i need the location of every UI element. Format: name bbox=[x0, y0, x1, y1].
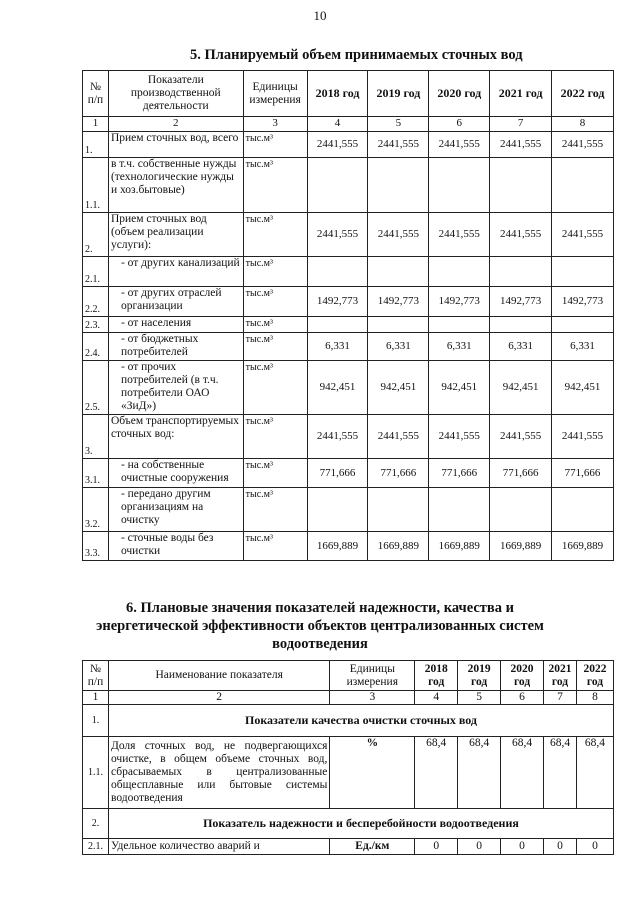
value-cell: 68,4 bbox=[544, 737, 577, 809]
header-year: 2022 год bbox=[576, 661, 613, 691]
row-num: 3.1. bbox=[83, 459, 109, 488]
row-label: - от других отраслей организации bbox=[108, 287, 243, 317]
column-index-row bbox=[83, 691, 614, 705]
table-row bbox=[83, 213, 614, 257]
group-num: 2. bbox=[83, 809, 109, 839]
header-year: 2018 год bbox=[307, 71, 368, 117]
row-label: Доля сточных вод, не подвергающихся очистке, в общем объеме сточных вод, сбрасываемых в централизованные общесплавные или бытовые системы водоотведения bbox=[108, 737, 329, 809]
table-header-row bbox=[83, 71, 614, 117]
row-label: - от населения bbox=[108, 317, 243, 333]
table-row bbox=[83, 488, 614, 532]
value-cell bbox=[307, 317, 368, 333]
header-year: 2018 год bbox=[415, 661, 458, 691]
table-row bbox=[83, 361, 614, 415]
table-row bbox=[83, 737, 614, 809]
row-num: 2.1. bbox=[83, 257, 109, 287]
page-number: 10 bbox=[313, 8, 327, 23]
header-year: 2020 год bbox=[429, 71, 490, 117]
row-num: 3.2. bbox=[83, 488, 109, 532]
indicators-table bbox=[82, 660, 614, 855]
value-cell: 2441,555 bbox=[368, 213, 429, 257]
value-cell: 1669,889 bbox=[552, 532, 614, 561]
header-year: 2021 год bbox=[544, 661, 577, 691]
row-unit: тыс.м³ bbox=[243, 158, 307, 213]
header-year: 2019 год bbox=[368, 71, 429, 117]
row-unit: тыс.м³ bbox=[243, 532, 307, 561]
wastewater-volume-table bbox=[82, 70, 614, 561]
row-unit: тыс.м³ bbox=[243, 459, 307, 488]
value-cell: 2441,555 bbox=[490, 132, 552, 158]
value-cell bbox=[552, 317, 614, 333]
header-num: № п/п bbox=[83, 661, 109, 691]
row-label: - от других канализаций bbox=[108, 257, 243, 287]
group-title: Показатель надежности и бесперебойности водоотведения bbox=[108, 809, 613, 839]
value-cell: 2441,555 bbox=[429, 415, 490, 459]
value-cell: 942,451 bbox=[368, 361, 429, 415]
index-cell: 8 bbox=[576, 691, 613, 705]
value-cell: 771,666 bbox=[307, 459, 368, 488]
row-unit: % bbox=[330, 737, 415, 809]
row-num: 2.3. bbox=[83, 317, 109, 333]
value-cell: 942,451 bbox=[552, 361, 614, 415]
index-cell: 6 bbox=[429, 117, 490, 132]
index-cell: 8 bbox=[552, 117, 614, 132]
row-label: Удельное количество аварий и bbox=[108, 839, 329, 855]
row-unit: тыс.м³ bbox=[243, 333, 307, 361]
section-5-title: 5. Планируемый объем принимаемых сточных вод bbox=[190, 47, 523, 63]
value-cell: 2441,555 bbox=[552, 213, 614, 257]
section-6-title-line3: водоотведения bbox=[272, 636, 368, 652]
value-cell bbox=[490, 488, 552, 532]
value-cell: 1669,889 bbox=[490, 532, 552, 561]
value-cell bbox=[429, 488, 490, 532]
section-group-row bbox=[83, 705, 614, 737]
table-header-row bbox=[83, 661, 614, 691]
column-index-row bbox=[83, 117, 614, 132]
index-cell: 7 bbox=[544, 691, 577, 705]
row-label: в т.ч. собственные нужды (технологические нужды и хоз.бытовые) bbox=[108, 158, 243, 213]
index-cell: 7 bbox=[490, 117, 552, 132]
index-cell: 3 bbox=[330, 691, 415, 705]
value-cell: 6,331 bbox=[429, 333, 490, 361]
value-cell bbox=[368, 488, 429, 532]
table-row bbox=[83, 287, 614, 317]
value-cell: 68,4 bbox=[576, 737, 613, 809]
row-unit: тыс.м³ bbox=[243, 287, 307, 317]
value-cell: 68,4 bbox=[458, 737, 501, 809]
value-cell: 1492,773 bbox=[368, 287, 429, 317]
value-cell bbox=[490, 158, 552, 213]
value-cell: 0 bbox=[501, 839, 544, 855]
value-cell: 1669,889 bbox=[429, 532, 490, 561]
row-label: - сточные воды без очистки bbox=[108, 532, 243, 561]
value-cell: 1492,773 bbox=[429, 287, 490, 317]
value-cell: 771,666 bbox=[368, 459, 429, 488]
table-body bbox=[83, 132, 614, 561]
table-row bbox=[83, 532, 614, 561]
row-num: 2.1. bbox=[83, 839, 109, 855]
header-year: 2022 год bbox=[552, 71, 614, 117]
row-unit: тыс.м³ bbox=[243, 415, 307, 459]
section-6-title-line2: энергетической эффективности объектов централизованных систем bbox=[96, 618, 544, 634]
value-cell bbox=[490, 317, 552, 333]
section-group-row bbox=[83, 809, 614, 839]
row-num: 1. bbox=[83, 132, 109, 158]
value-cell bbox=[307, 488, 368, 532]
row-unit: тыс.м³ bbox=[243, 317, 307, 333]
value-cell bbox=[552, 158, 614, 213]
row-label: Объем транспортируемых сточных вод: bbox=[108, 415, 243, 459]
header-year: 2019 год bbox=[458, 661, 501, 691]
row-num: 1.1. bbox=[83, 158, 109, 213]
value-cell: 2441,555 bbox=[490, 213, 552, 257]
group-num: 1. bbox=[83, 705, 109, 737]
header-year: 2021 год bbox=[490, 71, 552, 117]
row-num: 2.2. bbox=[83, 287, 109, 317]
value-cell bbox=[307, 257, 368, 287]
row-num: 1.1. bbox=[83, 737, 109, 809]
row-unit: тыс.м³ bbox=[243, 132, 307, 158]
value-cell: 942,451 bbox=[429, 361, 490, 415]
row-label: - от бюджетных потребителей bbox=[108, 333, 243, 361]
value-cell: 6,331 bbox=[307, 333, 368, 361]
row-num: 3.3. bbox=[83, 532, 109, 561]
index-cell: 6 bbox=[501, 691, 544, 705]
row-unit: тыс.м³ bbox=[243, 361, 307, 415]
value-cell: 0 bbox=[458, 839, 501, 855]
value-cell: 2441,555 bbox=[307, 132, 368, 158]
value-cell: 1669,889 bbox=[368, 532, 429, 561]
value-cell: 0 bbox=[544, 839, 577, 855]
header-num: № п/п bbox=[83, 71, 109, 117]
row-unit: тыс.м³ bbox=[243, 257, 307, 287]
table-row bbox=[83, 158, 614, 213]
value-cell: 0 bbox=[415, 839, 458, 855]
value-cell: 2441,555 bbox=[552, 132, 614, 158]
value-cell: 2441,555 bbox=[490, 415, 552, 459]
value-cell: 6,331 bbox=[490, 333, 552, 361]
index-cell: 4 bbox=[307, 117, 368, 132]
row-num: 2.5. bbox=[83, 361, 109, 415]
value-cell: 6,331 bbox=[368, 333, 429, 361]
row-unit: Ед./км bbox=[330, 839, 415, 855]
row-unit: тыс.м³ bbox=[243, 488, 307, 532]
index-cell: 2 bbox=[108, 117, 243, 132]
value-cell bbox=[552, 257, 614, 287]
row-label: Прием сточных вод (объем реализации услуги): bbox=[108, 213, 243, 257]
value-cell: 771,666 bbox=[552, 459, 614, 488]
value-cell: 942,451 bbox=[490, 361, 552, 415]
value-cell: 1492,773 bbox=[552, 287, 614, 317]
row-label: - от прочих потребителей (в т.ч. потребители ОАО «ЗиД») bbox=[108, 361, 243, 415]
index-cell: 5 bbox=[368, 117, 429, 132]
table-row bbox=[83, 415, 614, 459]
row-unit: тыс.м³ bbox=[243, 213, 307, 257]
value-cell: 2441,555 bbox=[429, 213, 490, 257]
row-label: - на собственные очистные сооружения bbox=[108, 459, 243, 488]
value-cell bbox=[429, 257, 490, 287]
value-cell bbox=[429, 158, 490, 213]
section-6-title-line1: 6. Плановые значения показателей надежности, качества и bbox=[126, 600, 514, 616]
value-cell: 942,451 bbox=[307, 361, 368, 415]
value-cell: 2441,555 bbox=[429, 132, 490, 158]
table-row bbox=[83, 333, 614, 361]
value-cell: 6,331 bbox=[552, 333, 614, 361]
value-cell: 771,666 bbox=[490, 459, 552, 488]
index-cell: 1 bbox=[83, 117, 109, 132]
table-row bbox=[83, 257, 614, 287]
index-cell: 2 bbox=[108, 691, 329, 705]
value-cell bbox=[368, 257, 429, 287]
value-cell bbox=[429, 317, 490, 333]
value-cell: 1492,773 bbox=[490, 287, 552, 317]
value-cell: 2441,555 bbox=[552, 415, 614, 459]
header-indicator: Показатели производственной деятельности bbox=[108, 71, 243, 117]
index-cell: 1 bbox=[83, 691, 109, 705]
value-cell: 68,4 bbox=[415, 737, 458, 809]
value-cell bbox=[368, 317, 429, 333]
value-cell: 771,666 bbox=[429, 459, 490, 488]
row-label: - передано другим организациям на очистку bbox=[108, 488, 243, 532]
table-row bbox=[83, 459, 614, 488]
index-cell: 4 bbox=[415, 691, 458, 705]
value-cell bbox=[552, 488, 614, 532]
group-title: Показатели качества очистки сточных вод bbox=[108, 705, 613, 737]
value-cell: 0 bbox=[576, 839, 613, 855]
value-cell: 68,4 bbox=[501, 737, 544, 809]
table-row bbox=[83, 317, 614, 333]
header-unit: Единицы измерения bbox=[243, 71, 307, 117]
row-num: 2. bbox=[83, 213, 109, 257]
value-cell: 2441,555 bbox=[307, 415, 368, 459]
value-cell: 1492,773 bbox=[307, 287, 368, 317]
index-cell: 5 bbox=[458, 691, 501, 705]
value-cell bbox=[490, 257, 552, 287]
row-num: 3. bbox=[83, 415, 109, 459]
row-num: 2.4. bbox=[83, 333, 109, 361]
value-cell: 2441,555 bbox=[307, 213, 368, 257]
value-cell: 1669,889 bbox=[307, 532, 368, 561]
header-unit: Единицы измерения bbox=[330, 661, 415, 691]
header-indicator: Наименование показателя bbox=[108, 661, 329, 691]
value-cell: 2441,555 bbox=[368, 415, 429, 459]
value-cell: 2441,555 bbox=[368, 132, 429, 158]
value-cell bbox=[307, 158, 368, 213]
table-row bbox=[83, 132, 614, 158]
header-year: 2020 год bbox=[501, 661, 544, 691]
value-cell bbox=[368, 158, 429, 213]
row-label: Прием сточных вод, всего bbox=[108, 132, 243, 158]
table-row bbox=[83, 839, 614, 855]
index-cell: 3 bbox=[243, 117, 307, 132]
